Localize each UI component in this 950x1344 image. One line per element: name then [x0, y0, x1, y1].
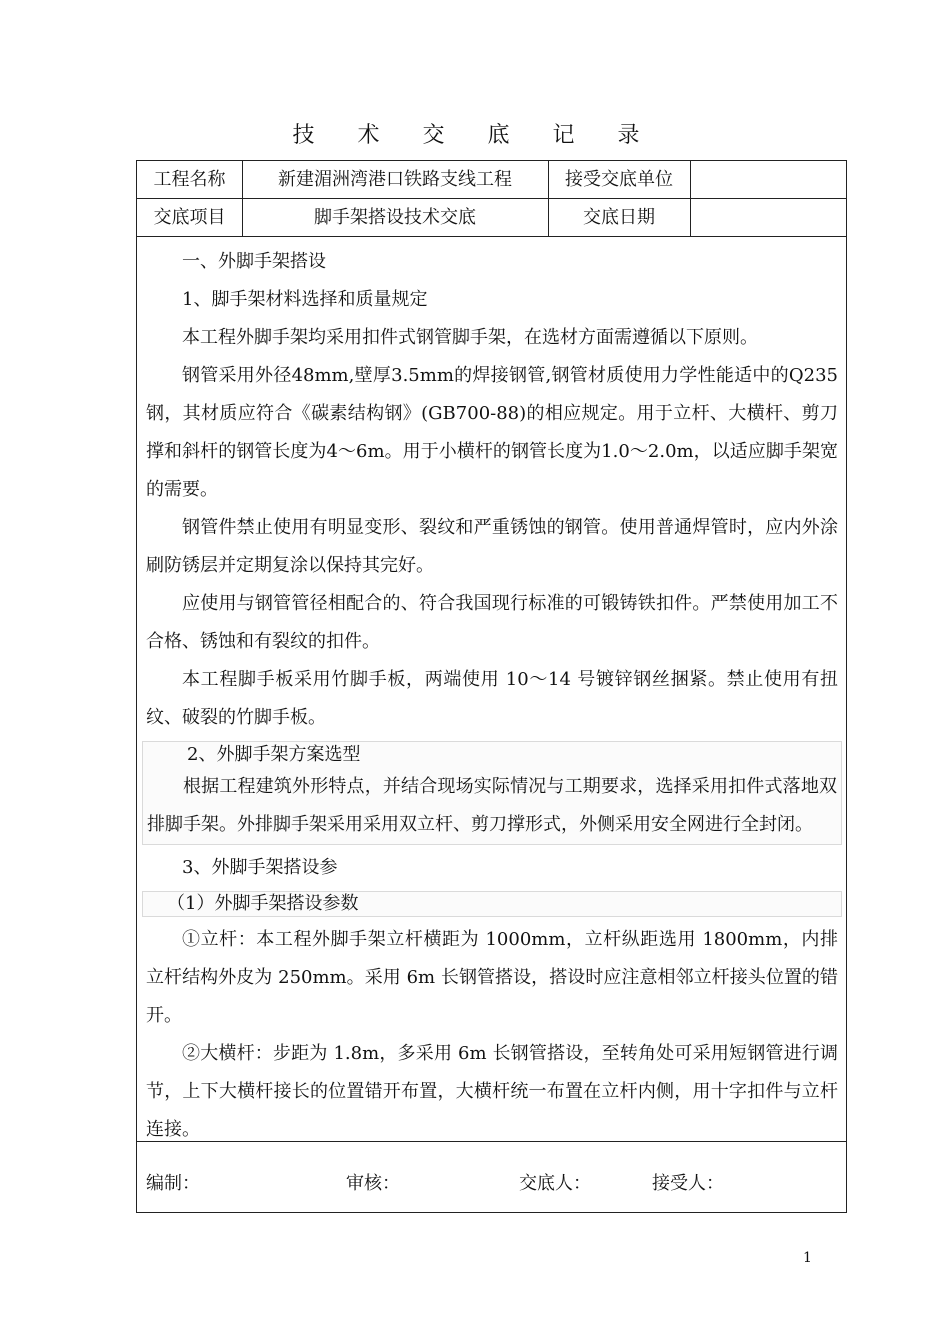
receiver-unit-label: 接受交底单位: [565, 169, 673, 190]
paragraph: 根据工程建筑外形特点，并结合现场实际情况与工期要求，选择采用扣件式落地双排脚手架。外排脚手架采用采用双立杆、剪刀撑形式，外侧采用安全网进行全封闭。: [147, 776, 837, 835]
item-value: 脚手架搭设技术交底: [314, 207, 476, 228]
project-name-value: 新建湄洲湾港口铁路支线工程: [278, 169, 512, 190]
paragraph: 钢管采用外径48mm,壁厚3.5mm的焊接钢管,钢管材质使用力学性能适中的Q235钢，其材质应符合《碳素结构钢》(GB700-88)的相应规定。用于立杆、大横杆、剪刀撑和斜杆的钢管长度为4～6m。用于小横杆的钢管长度为1.0～2.0m，以适应脚手架宽的需要。: [146, 365, 838, 500]
page-title: 技 术 交 底 记 录: [292, 123, 658, 148]
subsection-heading: 3、外脚手架搭设参: [182, 857, 338, 878]
receiver-signature-label: 接受人：: [652, 1173, 724, 1194]
date-label: 交底日期: [583, 207, 655, 228]
highlighted-block: [142, 891, 842, 917]
highlighted-block: [142, 741, 842, 845]
date-value: [690, 199, 846, 237]
compiler-label: 编制：: [146, 1173, 200, 1194]
page-number: 1: [803, 1250, 812, 1266]
subsection-heading: （1）外脚手架搭设参数: [167, 893, 359, 914]
paragraph: ②大横杆：步距为 1.8m，多采用 6m 长钢管搭设，至转角处可采用短钢管进行调节，上下大横杆接长的位置错开布置，大横杆统一布置在立杆内侧，用十字扣件与立杆连接。: [146, 1043, 838, 1140]
section-heading: 一、外脚手架搭设: [182, 251, 326, 272]
paragraph: 本工程外脚手架均采用扣件式钢管脚手架，在选材方面需遵循以下原则。: [182, 327, 758, 348]
item-label: 交底项目: [153, 207, 226, 228]
subsection-heading: 1、脚手架材料选择和质量规定: [182, 289, 428, 310]
subsection-heading: 2、外脚手架方案选型: [187, 744, 361, 765]
paragraph: 钢管件禁止使用有明显变形、裂纹和严重锈蚀的钢管。使用普通焊管时，应内外涂刷防锈层并定期复涂以保持其完好。: [146, 517, 838, 576]
project-name-label: 工程名称: [153, 169, 226, 190]
discloser-label: 交底人：: [519, 1173, 591, 1194]
paragraph: 应使用与钢管管径相配合的、符合我国现行标准的可锻铸铁扣件。严禁使用加工不合格、锈蚀和有裂纹的扣件。: [146, 593, 838, 652]
receiver-unit-value: [690, 161, 846, 199]
paragraph: 本工程脚手板采用竹脚手板，两端使用 10～14 号镀锌钢丝捆紧。禁止使用有扭纹、破裂的竹脚手板。: [146, 669, 838, 728]
paragraph: ①立杆：本工程外脚手架立杆横距为 1000mm，立杆纵距选用 1800mm，内排立杆结构外皮为 250mm。采用 6m 长钢管搭设，搭设时应注意相邻立杆接头位置的错开。: [146, 929, 838, 1026]
reviewer-label: 审核：: [346, 1173, 400, 1194]
content-body: [146, 243, 838, 1149]
record-table: [136, 160, 847, 1213]
